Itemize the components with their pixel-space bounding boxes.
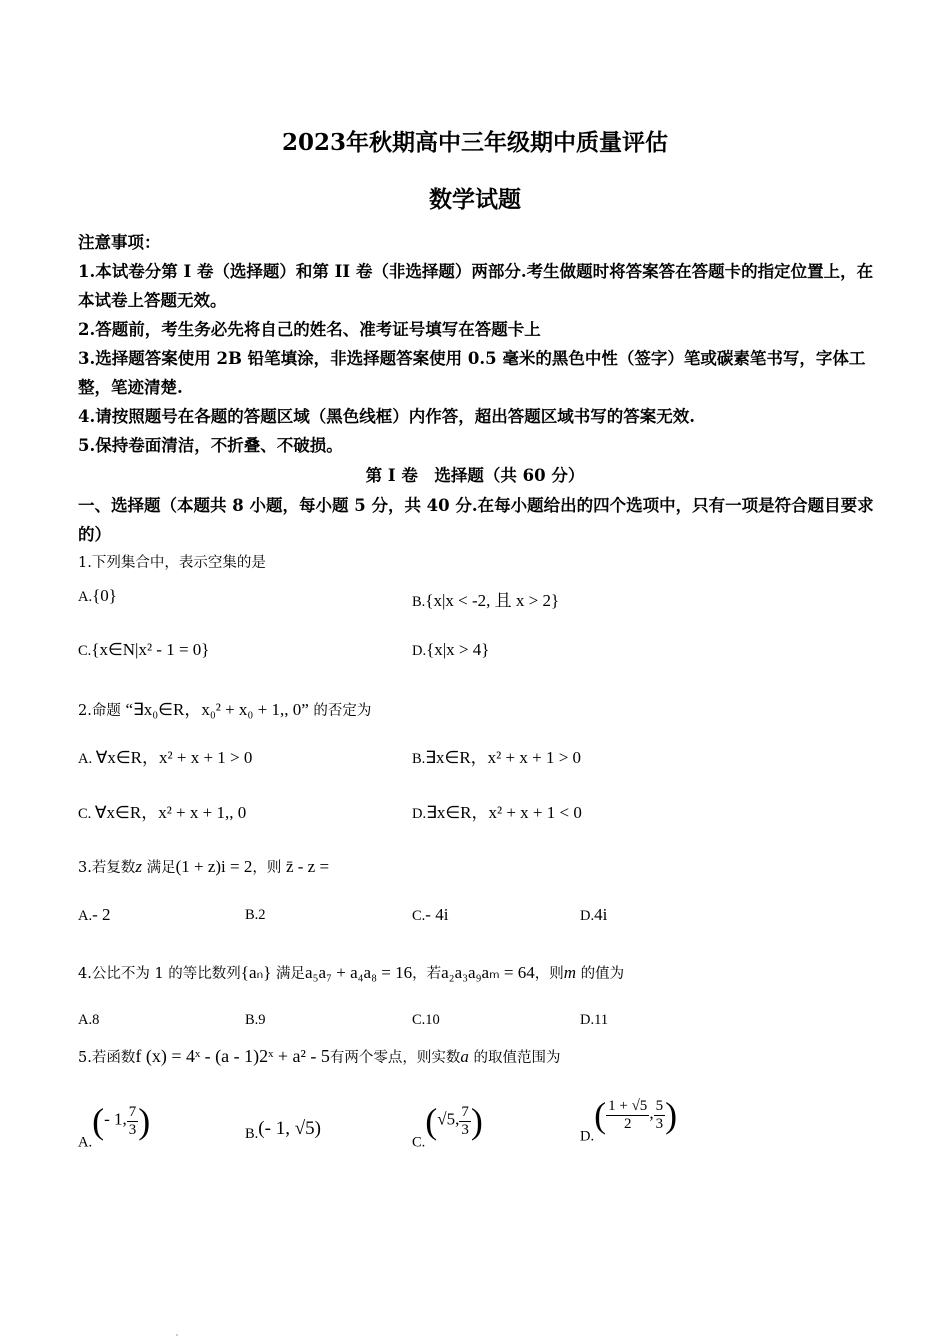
q5-c-denominator: 3 [461, 1121, 469, 1138]
q2-c-math: ∀x∈R，x² + x + 1,, 0 [94, 803, 247, 822]
q3-b-value: 2 [258, 907, 266, 923]
q5-d-fraction-2 [654, 1098, 666, 1133]
q5-a-numerator: 7 [128, 1103, 137, 1120]
note-item-2: 2.答题前，考生务必先将自己的姓名、准考证号填写在答题卡上 [78, 320, 541, 339]
q2-b-math: ∃x∈R，x² + x + 1 > 0 [425, 748, 582, 767]
q2-option-c [78, 798, 246, 823]
q5-a-label: A. [78, 1134, 93, 1151]
q5-a-left: - 1, [104, 1109, 127, 1129]
q2-option-a [78, 743, 252, 768]
note-item-5: 5.保持卷面清洁，不折叠、不破损。 [78, 436, 343, 455]
q3-option-d [580, 905, 607, 925]
q4-m: m [563, 963, 577, 982]
q4-stem-post: 的值为 [580, 966, 625, 982]
q3-option-c [412, 905, 448, 925]
q4-b-value: 9 [258, 1012, 266, 1028]
q4-a-value: 8 [92, 1012, 100, 1028]
q1-option-a [78, 586, 117, 606]
q4-stem-then: ，则 [534, 966, 564, 982]
q2-b-label: B. [412, 751, 426, 767]
q5-a-denominator: 3 [128, 1121, 137, 1138]
q1-stem: 1.下列集合中，表示空集的是 [78, 555, 266, 571]
q4-sequence: {aₙ} [240, 963, 272, 982]
exam-title: 2023年秋期高中三年级期中质量评估 [281, 129, 668, 156]
q4-option-a [78, 1012, 99, 1029]
q4-d-value: 11 [594, 1012, 609, 1028]
q5-stem-pre: 5.若函数 [78, 1050, 136, 1066]
q4-c-value: 10 [425, 1012, 440, 1028]
q5-stem-post: 的取值范围为 [473, 1050, 561, 1066]
q4-b-label: B. [245, 1012, 259, 1028]
q4-d-label: D. [580, 1012, 595, 1028]
q5-option-a [78, 1100, 150, 1151]
section-heading: 第 I 卷 选择题（共 60 分） [365, 466, 585, 485]
q5-d-numerator-1: 1 + √5 [608, 1097, 648, 1114]
q1-option-b [412, 586, 559, 611]
q1-a-math: {0} [92, 586, 117, 605]
q3-a-label: A. [78, 908, 93, 924]
q5-d-numerator-2: 5 [655, 1097, 664, 1114]
q4-option-b [245, 1012, 266, 1029]
q5-a: a [460, 1047, 469, 1066]
q2-d-label: D. [412, 806, 427, 822]
q3-a-math: - 2 [92, 905, 111, 924]
q2-stem [78, 695, 371, 720]
q5-d-fraction-1 [606, 1098, 649, 1133]
q5-a-fraction [127, 1104, 139, 1139]
q5-option-b [245, 1118, 321, 1143]
q1-a-label: A. [78, 589, 93, 605]
q2-option-d [412, 798, 582, 823]
q3-stem-pre: 3.若复数 [78, 860, 136, 876]
part-instructions: 一、选择题（本题共 8 小题，每小题 5 分，共 40 分.在每小题给出的四个选项中，只有一项是符合题目要求的） [78, 496, 874, 544]
q4-stem-pre: 4.公比不为 1 的等比数列 [78, 966, 241, 982]
notes-heading: 注意事项： [78, 233, 161, 252]
q1-option-c [78, 640, 209, 660]
q3-d-math: 4i [594, 905, 608, 924]
q2-d-math: ∃x∈R，x² + x + 1 < 0 [426, 803, 582, 822]
q3-option-b [245, 907, 266, 924]
q2-stem-post: 的否定为 [313, 703, 372, 719]
q5-b-label: B. [245, 1126, 259, 1142]
q5-option-c [412, 1100, 483, 1151]
q1-b-label: B. [412, 594, 426, 610]
q5-d-close: ) [665, 1095, 678, 1135]
q5-function: f (x) = 4ˣ - (a - 1)2ˣ + a² - 5 [135, 1046, 330, 1066]
q5-d-label: D. [580, 1128, 595, 1145]
q5-a-close: ) [138, 1101, 151, 1141]
q1-c-label: C. [78, 643, 92, 659]
notes-block [78, 228, 878, 460]
q3-option-a [78, 905, 111, 925]
note-item-4: 4.请按照题号在各题的答题区域（黑色线框）内作答，超出答题区域书写的答案无效. [78, 407, 695, 426]
q2-a-math: ∀x∈R，x² + x + 1 > 0 [95, 748, 253, 767]
q4-option-c [412, 1012, 440, 1029]
q2-c-label: C. [78, 806, 92, 822]
q5-d-denominator-1: 2 [623, 1115, 632, 1132]
q4-stem [78, 962, 624, 983]
q5-c-open: ( [425, 1101, 438, 1141]
q1-d-math: {x|x > 4} [426, 640, 490, 659]
q5-b-math: (- 1, √5) [258, 1118, 321, 1139]
q4-a-label: A. [78, 1012, 93, 1028]
q3-z: z [135, 857, 142, 876]
q4-condition-1: a₅a₇ + a₄a₈ = 16 [305, 963, 413, 982]
q1-option-d [412, 640, 489, 660]
note-item-1: 1.本试卷分第 I 卷（选择题）和第 II 卷（非选择题）两部分.考生做题时将答案答在答题卡的指定位置上，在本试卷上答题无效。 [78, 262, 874, 310]
q5-option-d [580, 1094, 677, 1145]
q1-c-math: {x∈N|x² - 1 = 0} [91, 640, 210, 659]
q3-d-label: D. [580, 908, 595, 924]
q5-c-numerator: 7 [461, 1103, 469, 1120]
note-item-3: 3.选择题答案使用 2B 铅笔填涂，非选择题答案使用 0.5 毫米的黑色中性（签字）笔或碳素笔书写，字体工整，笔迹清楚. [78, 349, 866, 397]
q2-option-b [412, 743, 581, 768]
q5-d-denominator-2: 3 [655, 1115, 664, 1132]
q2-a-label: A. [78, 751, 93, 767]
q2-stem-pre: 2.命题 [78, 703, 121, 719]
q4-c-label: C. [412, 1012, 426, 1028]
q3-stem-mid: 满足 [146, 860, 176, 876]
q5-c-fraction [459, 1104, 471, 1139]
q5-c-close: ) [470, 1101, 483, 1141]
q3-expression: z̄ - z = [285, 857, 330, 876]
q3-stem [78, 856, 329, 877]
q3-c-label: C. [412, 908, 426, 924]
q5-c-left: √5, [437, 1109, 460, 1129]
q5-d-open: ( [594, 1095, 607, 1135]
q5-a-open: ( [92, 1101, 105, 1141]
q5-d-separator: , [649, 1103, 654, 1123]
q1-b-math: {x|x < -2, 且 x > 2} [425, 591, 560, 610]
q4-stem-if: ，若 [412, 966, 442, 982]
q3-b-label: B. [245, 907, 259, 923]
q4-condition-2: a₂a₃a₉aₘ = 64 [441, 963, 535, 982]
q3-stem-then: ，则 [252, 860, 282, 876]
q4-option-d [580, 1012, 608, 1029]
q2-proposition: “∃x₀∈R，x₀² + x₀ + 1,, 0” [125, 700, 309, 719]
scan-speck [176, 1334, 178, 1336]
q3-condition: (1 + z)i = 2 [175, 857, 253, 876]
q5-stem-mid: 有两个零点，则实数 [329, 1050, 461, 1066]
q3-c-math: - 4i [425, 905, 449, 924]
exam-subtitle: 数学试题 [429, 186, 521, 213]
q5-stem [78, 1046, 561, 1067]
q5-c-label: C. [412, 1134, 426, 1151]
q4-stem-mid: 满足 [276, 966, 306, 982]
q1-d-label: D. [412, 643, 427, 659]
